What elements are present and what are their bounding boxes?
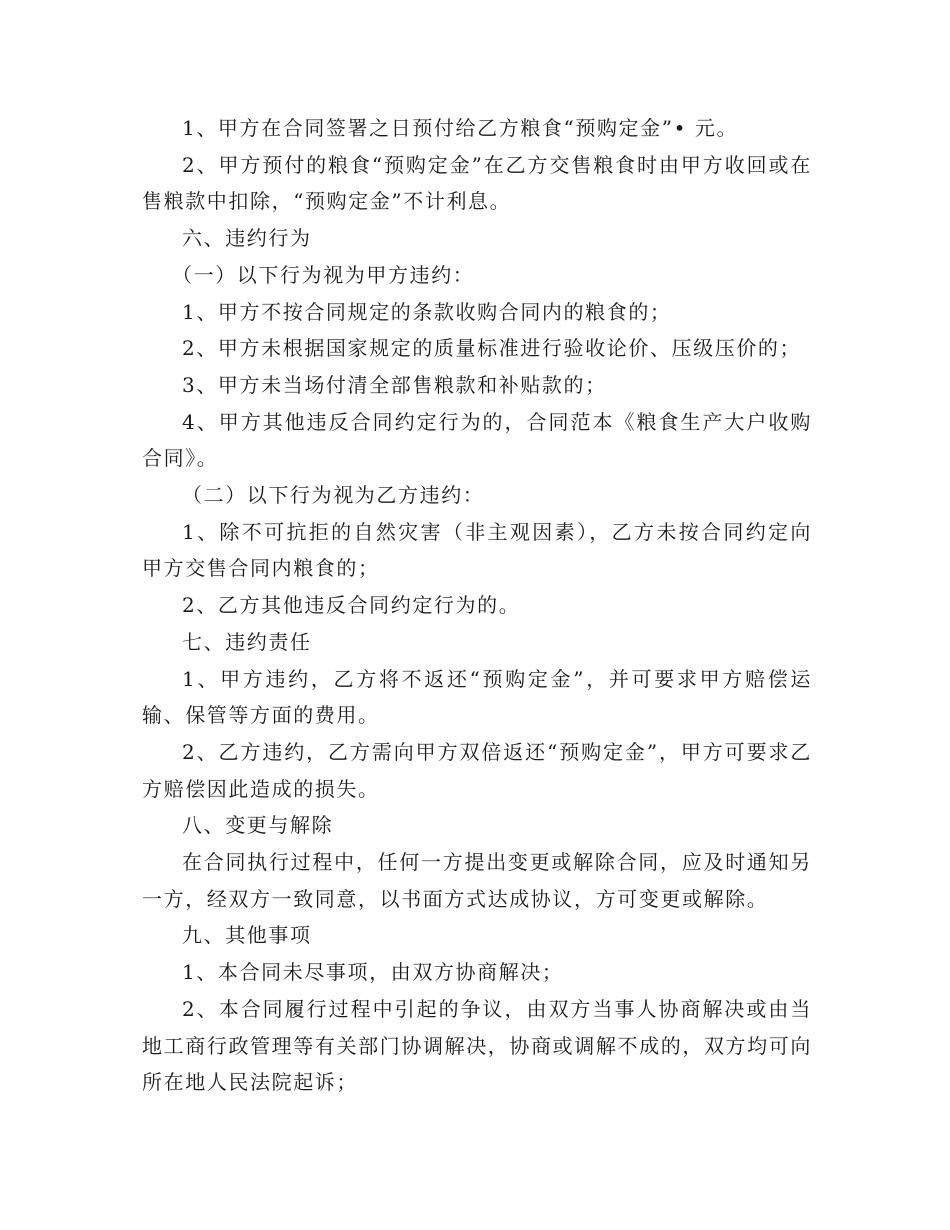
paragraph-liability-2: 2、乙方违约，乙方需向甲方双倍返还“预购定金”，甲方可要求乙方赔偿因此造成的损失。	[142, 739, 812, 801]
paragraph-prepayment-amount: 1、甲方在合同签署之日预付给乙方粮食“预购定金”• 元。	[182, 116, 739, 140]
paragraph-other-1: 1、本合同未尽事项，由双方协商解决；	[182, 960, 564, 985]
paragraph-a-breach-3: 3、甲方未当场付清全部售粮款和补贴款的；	[182, 372, 607, 397]
paragraph-b-breach-1: 1、除不可抗拒的自然灾害（非主观因素），乙方未按合同约定向甲方交售合同内粮食的；	[142, 519, 812, 581]
paragraph-liability-1: 1、甲方违约，乙方将不返还“预购定金”，并可要求甲方赔偿运输、保管等方面的费用。	[142, 666, 812, 728]
section-heading-breach-behavior: 六、违约行为	[182, 226, 312, 251]
paragraph-b-breach-2: 2、乙方其他违反合同约定行为的。	[182, 593, 521, 618]
document-body	[142, 110, 812, 1101]
paragraph-modification: 在合同执行过程中，任何一方提出变更或解除合同，应及时通知另一方，经双方一致同意，以书面方式达成协议，方可变更或解除。	[142, 850, 812, 911]
paragraph-other-2: 2、本合同履行过程中引起的争议，由双方当事人协商解决或由当地工商行政管理等有关部门协调解决，协商或调解不成的，双方均可向所在地人民法院起诉；	[142, 996, 812, 1095]
paragraph-a-breach-2: 2、甲方未根据国家规定的质量标准进行验收论价、压级压价的；	[182, 336, 802, 361]
section-heading-breach-liability: 七、违约责任	[182, 629, 312, 654]
paragraph-a-breach-4: 4、甲方其他违反合同约定行为的，合同范本《粮食生产大户收购合同》。	[142, 409, 812, 471]
section-heading-modification: 八、变更与解除	[182, 813, 334, 838]
subheading-party-b-breach: （二）以下行为视为乙方违约：	[182, 483, 485, 508]
section-heading-other-matters: 九、其他事项	[182, 923, 312, 948]
paragraph-a-breach-1: 1、甲方不按合同规定的条款收购合同内的粮食的；	[182, 299, 672, 324]
paragraph-prepayment-deduction: 2、甲方预付的粮食“预购定金”在乙方交售粮食时由甲方收回或在售粮款中扣除，“预购定金”不计利息。	[142, 152, 812, 214]
subheading-party-a-breach: （一）以下行为视为甲方违约：	[172, 262, 475, 287]
